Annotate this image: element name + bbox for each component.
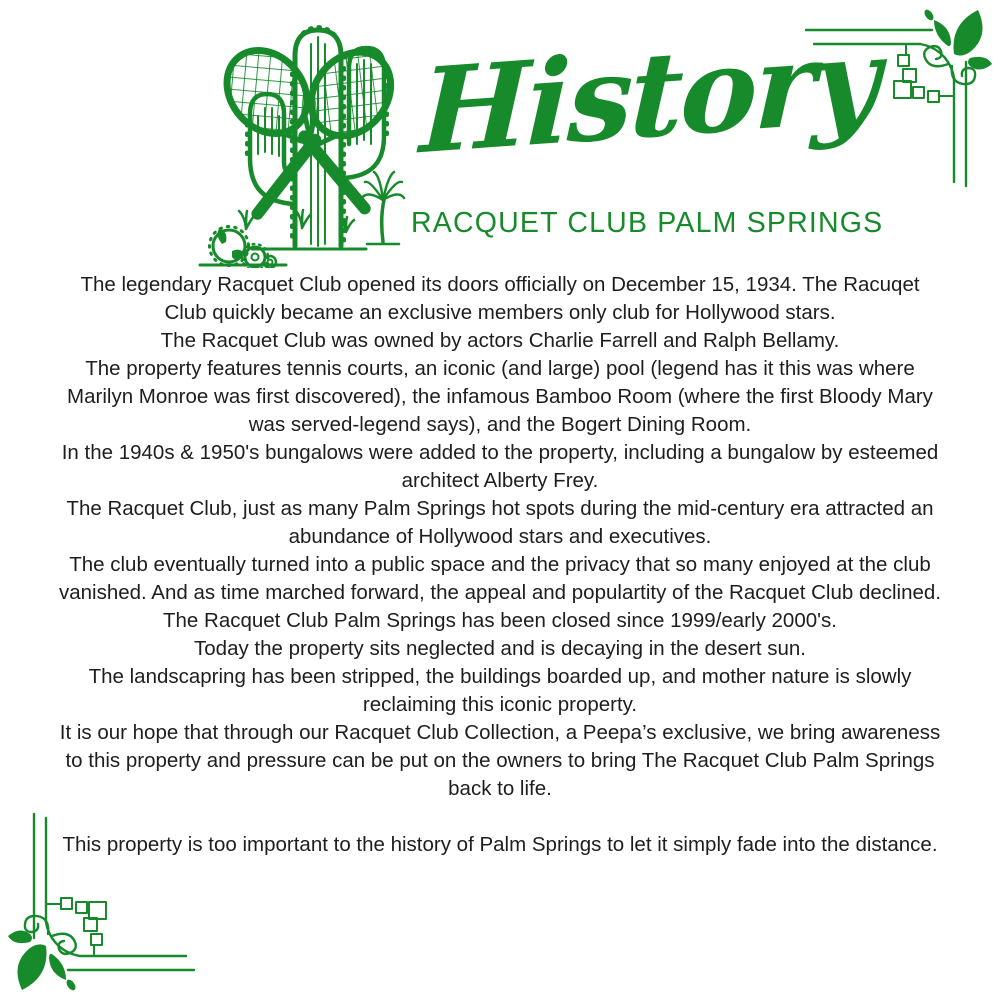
closing-paragraph: This property is too important to the history of Palm Springs to let it simply fade into the distance. (62, 833, 938, 856)
body-paragraph: The Racquet Club, just as many Palm Springs hot spots during the mid-century era attracted an abundance of Hollywood stars and executives. (66, 497, 934, 548)
body-paragraph: The landscapring has been stripped, the buildings boarded up, and mother nature is slowly reclaiming this iconic property. (88, 665, 912, 716)
crossed-tennis-rackets-icon (210, 34, 406, 236)
body-paragraph: The Racquet Club Palm Springs has been closed since 1999/early 2000's. (163, 609, 837, 632)
page-subtitle: RACQUET CLUB PALM SPRINGS (411, 207, 884, 239)
history-text-block (58, 271, 942, 859)
body-paragraph: The Racquet Club was owned by actors Charlie Farrell and Ralph Bellamy. (160, 329, 840, 352)
body-paragraph: The club eventually turned into a public space and the privacy that so many enjoyed at the club vanished. And as time marched forward, the appeal and populartity of the Racquet Club declined. (58, 553, 942, 604)
page-title: History (418, 11, 880, 181)
cactus-tennis-illustration (194, 4, 406, 268)
body-paragraph: It is our hope that through our Racquet Club Collection, a Peepa’s exclusive, we bring awareness to this property and pressure can be put on the owners to bring The Racquet Club Palm Springs back to life. (59, 721, 941, 800)
body-paragraph: The property features tennis courts, an iconic (and large) pool (legend has it this was where Marilyn Monroe was first discovered), the infamous Bamboo Room (where the first Bloody Mary was served-legend says), and the Bogert Dining Room. (67, 357, 933, 436)
body-paragraph: The legendary Racquet Club opened its doors officially on December 15, 1934. The Racuqet Club quickly became an exclusive members only club for Hollywood stars. (80, 273, 920, 324)
body-paragraph: In the 1940s & 1950's bungalows were added to the property, including a bungalow by esteemed architect Alberty Frey. (61, 441, 939, 492)
leaf-flourish-icon (923, 8, 992, 84)
body-paragraph: Today the property sits neglected and is decaying in the desert sun. (194, 637, 806, 660)
barrel-cactus-icon (210, 227, 277, 269)
leaf-flourish-icon (8, 916, 77, 992)
